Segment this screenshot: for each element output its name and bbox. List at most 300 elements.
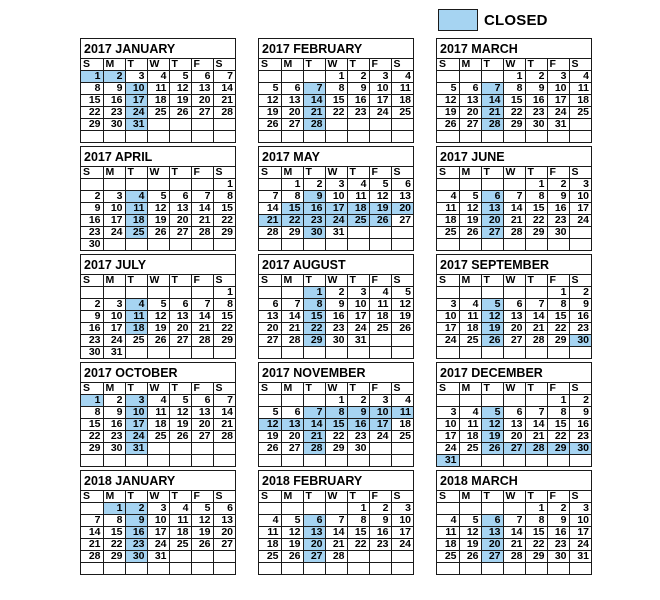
day-cell-closed: 31 [125, 443, 147, 455]
day-cell: 11 [569, 83, 591, 95]
day-cell: 31 [569, 551, 591, 563]
day-cell: 7 [503, 191, 525, 203]
empty-cell [525, 239, 547, 251]
day-cell: 6 [503, 407, 525, 419]
day-cell-closed: 27 [481, 227, 503, 239]
week-row [259, 287, 413, 299]
day-cell-closed: 6 [303, 515, 325, 527]
weekday-header: T [347, 167, 369, 179]
empty-cell [569, 455, 591, 467]
weekday-header: T [347, 59, 369, 71]
weekday-header: W [503, 275, 525, 287]
day-cell: 14 [259, 203, 281, 215]
weekday-header: M [459, 383, 481, 395]
day-cell: 26 [169, 107, 191, 119]
week-row [81, 335, 235, 347]
day-cell: 19 [459, 539, 481, 551]
month-title: 2017 SEPTEMBER [437, 255, 591, 275]
day-cell: 3 [325, 179, 347, 191]
weekday-header: T [125, 59, 147, 71]
week-row [437, 119, 591, 131]
day-cell: 2 [103, 395, 125, 407]
day-cell: 7 [191, 299, 213, 311]
weekday-header: W [147, 167, 169, 179]
day-cell: 25 [369, 323, 391, 335]
day-cell: 28 [325, 551, 347, 563]
day-cell: 25 [391, 431, 413, 443]
week-row [259, 239, 413, 251]
empty-cell [103, 179, 125, 191]
day-cell: 18 [437, 215, 459, 227]
day-cell: 17 [569, 203, 591, 215]
day-cell: 8 [525, 191, 547, 203]
day-cell: 2 [347, 395, 369, 407]
day-cell-closed: 9 [347, 407, 369, 419]
day-cell: 7 [525, 299, 547, 311]
day-cell-closed: 29 [303, 335, 325, 347]
day-cell: 11 [259, 527, 281, 539]
empty-cell [569, 227, 591, 239]
day-cell: 18 [459, 323, 481, 335]
day-cell: 1 [325, 71, 347, 83]
day-cell-closed: 5 [481, 299, 503, 311]
weekday-header: F [369, 275, 391, 287]
weekday-header: S [81, 275, 103, 287]
week-row [259, 95, 413, 107]
day-cell: 28 [191, 335, 213, 347]
week-row [259, 131, 413, 143]
empty-cell [459, 287, 481, 299]
empty-cell [503, 563, 525, 575]
month-calendar [80, 362, 236, 467]
empty-cell [369, 551, 391, 563]
day-cell-closed: 14 [303, 95, 325, 107]
day-cell: 8 [547, 299, 569, 311]
day-cell: 13 [169, 311, 191, 323]
day-cell: 1 [213, 179, 235, 191]
week-row [81, 179, 235, 191]
weekday-header: F [547, 59, 569, 71]
empty-cell [147, 287, 169, 299]
empty-cell [369, 347, 391, 359]
day-cell: 28 [525, 335, 547, 347]
month-grid [437, 167, 591, 250]
day-cell: 21 [191, 215, 213, 227]
day-cell: 14 [281, 311, 303, 323]
empty-cell [503, 347, 525, 359]
weekday-header: S [391, 59, 413, 71]
day-cell: 27 [391, 215, 413, 227]
day-cell: 24 [147, 539, 169, 551]
weekday-header: F [369, 167, 391, 179]
week-row [259, 299, 413, 311]
week-row [81, 539, 235, 551]
day-cell: 12 [169, 83, 191, 95]
weekday-header: S [437, 167, 459, 179]
empty-cell [125, 179, 147, 191]
weekday-header: S [437, 491, 459, 503]
weekday-header: F [191, 275, 213, 287]
empty-cell [437, 503, 459, 515]
day-cell: 6 [213, 503, 235, 515]
empty-cell [281, 71, 303, 83]
day-cell: 21 [325, 539, 347, 551]
day-cell: 6 [281, 83, 303, 95]
empty-cell [525, 287, 547, 299]
day-cell: 3 [347, 287, 369, 299]
day-cell: 18 [169, 527, 191, 539]
day-cell: 28 [213, 107, 235, 119]
day-cell-closed: 24 [125, 431, 147, 443]
day-cell: 4 [437, 191, 459, 203]
empty-cell [325, 563, 347, 575]
day-cell: 5 [169, 71, 191, 83]
day-cell: 28 [213, 431, 235, 443]
month-title: 2017 DECEMBER [437, 363, 591, 383]
empty-cell [525, 131, 547, 143]
day-cell: 8 [547, 407, 569, 419]
day-cell: 30 [547, 551, 569, 563]
day-cell: 18 [459, 431, 481, 443]
weekday-header: S [213, 59, 235, 71]
weekday-header: T [347, 383, 369, 395]
empty-cell [169, 563, 191, 575]
empty-cell [347, 551, 369, 563]
empty-cell [213, 347, 235, 359]
day-cell: 1 [281, 179, 303, 191]
empty-cell [437, 71, 459, 83]
day-cell-closed: 7 [481, 83, 503, 95]
empty-cell [391, 119, 413, 131]
day-cell-closed: 13 [281, 419, 303, 431]
weekday-header: S [259, 167, 281, 179]
day-cell: 6 [391, 179, 413, 191]
day-cell: 15 [213, 203, 235, 215]
month-calendar [258, 470, 414, 575]
weekday-header: W [325, 491, 347, 503]
day-cell: 5 [281, 515, 303, 527]
day-cell-closed: 17 [125, 95, 147, 107]
day-cell: 7 [281, 299, 303, 311]
month-calendar [80, 38, 236, 143]
empty-cell [103, 287, 125, 299]
day-cell-closed: 11 [391, 407, 413, 419]
day-cell-closed: 18 [125, 323, 147, 335]
day-cell: 30 [81, 347, 103, 359]
day-cell: 18 [259, 539, 281, 551]
empty-cell [259, 179, 281, 191]
weekday-header: T [169, 383, 191, 395]
month-calendar [258, 254, 414, 359]
day-cell: 26 [437, 119, 459, 131]
empty-cell [213, 131, 235, 143]
day-cell: 18 [147, 419, 169, 431]
day-cell-closed: 20 [303, 539, 325, 551]
day-cell: 1 [347, 503, 369, 515]
day-cell: 31 [325, 227, 347, 239]
day-cell: 24 [391, 539, 413, 551]
day-cell: 13 [391, 191, 413, 203]
weekday-header: S [437, 59, 459, 71]
day-cell: 9 [547, 191, 569, 203]
day-cell-closed: 21 [303, 431, 325, 443]
day-cell: 3 [437, 299, 459, 311]
day-cell: 7 [213, 395, 235, 407]
week-row [81, 311, 235, 323]
empty-cell [459, 455, 481, 467]
day-cell: 12 [281, 527, 303, 539]
empty-cell [347, 563, 369, 575]
weekday-header: M [281, 383, 303, 395]
weekday-header: S [569, 275, 591, 287]
day-cell: 25 [169, 539, 191, 551]
day-cell: 10 [369, 83, 391, 95]
day-cell-closed: 29 [547, 443, 569, 455]
week-row [259, 527, 413, 539]
day-cell: 21 [503, 215, 525, 227]
day-cell: 5 [259, 407, 281, 419]
day-cell: 3 [391, 503, 413, 515]
day-cell-closed: 16 [303, 203, 325, 215]
week-row [81, 443, 235, 455]
empty-cell [81, 563, 103, 575]
empty-cell [103, 131, 125, 143]
empty-cell [391, 131, 413, 143]
day-cell: 30 [325, 335, 347, 347]
empty-cell [259, 395, 281, 407]
weekday-header: T [525, 491, 547, 503]
day-cell: 10 [437, 419, 459, 431]
day-cell: 8 [347, 515, 369, 527]
day-cell: 29 [213, 227, 235, 239]
month-calendar [436, 470, 592, 575]
empty-cell [259, 455, 281, 467]
empty-cell [459, 503, 481, 515]
day-cell-closed: 19 [481, 431, 503, 443]
empty-cell [437, 347, 459, 359]
month-calendar [80, 146, 236, 251]
day-cell: 3 [369, 395, 391, 407]
week-row [437, 287, 591, 299]
weekday-header: F [191, 59, 213, 71]
month-title: 2017 FEBRUARY [259, 39, 413, 59]
day-cell: 22 [213, 323, 235, 335]
month-title: 2017 MAY [259, 147, 413, 167]
month-title: 2017 APRIL [81, 147, 235, 167]
empty-cell [103, 239, 125, 251]
day-cell: 7 [191, 191, 213, 203]
day-cell: 1 [325, 395, 347, 407]
day-cell: 16 [547, 527, 569, 539]
empty-cell [459, 131, 481, 143]
weekday-header: T [347, 491, 369, 503]
empty-cell [169, 347, 191, 359]
weekday-header: M [459, 275, 481, 287]
day-cell: 21 [525, 323, 547, 335]
empty-cell [103, 455, 125, 467]
empty-cell [391, 347, 413, 359]
day-cell: 21 [281, 323, 303, 335]
empty-cell [347, 227, 369, 239]
empty-cell [169, 551, 191, 563]
day-cell: 14 [213, 83, 235, 95]
weekday-header: S [569, 383, 591, 395]
day-cell: 6 [259, 299, 281, 311]
week-row [437, 455, 591, 467]
day-cell: 21 [503, 539, 525, 551]
empty-cell [481, 563, 503, 575]
empty-cell [547, 347, 569, 359]
day-cell: 18 [391, 95, 413, 107]
weekday-header: F [547, 491, 569, 503]
day-cell-closed: 31 [125, 119, 147, 131]
day-cell: 8 [325, 83, 347, 95]
day-cell-closed: 30 [569, 335, 591, 347]
empty-cell [259, 131, 281, 143]
day-cell: 1 [547, 287, 569, 299]
empty-cell [125, 347, 147, 359]
empty-cell [191, 347, 213, 359]
day-cell: 23 [347, 431, 369, 443]
month-grid [259, 383, 413, 466]
month-calendar [436, 146, 592, 251]
week-row [437, 179, 591, 191]
day-cell: 19 [169, 95, 191, 107]
weekday-header: S [437, 275, 459, 287]
week-row [437, 551, 591, 563]
empty-cell [281, 455, 303, 467]
day-cell: 10 [569, 515, 591, 527]
empty-cell [169, 443, 191, 455]
weekday-header: W [503, 491, 525, 503]
weekday-header: S [391, 167, 413, 179]
day-cell: 29 [281, 227, 303, 239]
day-cell: 25 [459, 335, 481, 347]
week-row [437, 515, 591, 527]
day-cell: 15 [525, 203, 547, 215]
weekday-header: F [547, 383, 569, 395]
week-row [259, 431, 413, 443]
empty-cell [369, 443, 391, 455]
weekday-header: T [481, 275, 503, 287]
empty-cell [503, 503, 525, 515]
weekday-header: T [481, 383, 503, 395]
day-cell: 2 [547, 503, 569, 515]
day-cell: 9 [525, 83, 547, 95]
day-cell: 10 [147, 515, 169, 527]
week-row [81, 95, 235, 107]
day-cell: 10 [569, 191, 591, 203]
day-cell: 31 [103, 347, 125, 359]
month-calendar [258, 38, 414, 143]
day-cell: 13 [503, 419, 525, 431]
empty-cell [369, 563, 391, 575]
empty-cell [81, 503, 103, 515]
empty-cell [191, 443, 213, 455]
day-cell: 16 [525, 95, 547, 107]
week-row [437, 95, 591, 107]
weekday-header: W [503, 59, 525, 71]
empty-cell [325, 503, 347, 515]
week-row [437, 335, 591, 347]
empty-cell [437, 287, 459, 299]
empty-cell [569, 347, 591, 359]
day-cell: 9 [369, 515, 391, 527]
weekday-header: T [303, 59, 325, 71]
day-cell: 20 [503, 323, 525, 335]
day-cell: 3 [369, 71, 391, 83]
day-cell: 25 [437, 551, 459, 563]
day-cell: 19 [259, 107, 281, 119]
weekday-header: F [547, 275, 569, 287]
empty-cell [547, 131, 569, 143]
weekday-header: S [259, 383, 281, 395]
day-cell-closed: 30 [569, 443, 591, 455]
day-cell: 25 [569, 107, 591, 119]
day-cell-closed: 30 [303, 227, 325, 239]
day-cell-closed: 26 [481, 335, 503, 347]
day-cell: 14 [81, 527, 103, 539]
day-cell: 3 [437, 407, 459, 419]
day-cell-closed: 4 [125, 191, 147, 203]
day-cell: 17 [547, 95, 569, 107]
closed-color-swatch [438, 9, 478, 31]
weekday-header: S [81, 383, 103, 395]
weekday-header: S [213, 167, 235, 179]
empty-cell [481, 347, 503, 359]
empty-cell [191, 455, 213, 467]
day-cell: 25 [437, 227, 459, 239]
day-cell-closed: 20 [481, 539, 503, 551]
day-cell: 23 [547, 215, 569, 227]
empty-cell [281, 287, 303, 299]
week-row [81, 287, 235, 299]
day-cell: 2 [369, 503, 391, 515]
day-cell-closed: 25 [347, 215, 369, 227]
day-cell: 5 [169, 395, 191, 407]
day-cell-closed: 13 [303, 527, 325, 539]
empty-cell [525, 347, 547, 359]
day-cell: 30 [525, 119, 547, 131]
weekday-header: T [125, 383, 147, 395]
empty-cell [191, 239, 213, 251]
day-cell: 24 [437, 443, 459, 455]
day-cell: 1 [547, 395, 569, 407]
day-cell: 22 [213, 215, 235, 227]
empty-cell [391, 551, 413, 563]
day-cell-closed: 31 [437, 455, 459, 467]
day-cell: 20 [259, 323, 281, 335]
day-cell: 13 [503, 311, 525, 323]
empty-cell [459, 563, 481, 575]
empty-cell [169, 131, 191, 143]
weekday-header: S [213, 383, 235, 395]
day-cell: 11 [147, 83, 169, 95]
day-cell: 29 [103, 551, 125, 563]
day-cell: 2 [547, 179, 569, 191]
weekday-header: M [459, 167, 481, 179]
day-cell: 9 [325, 299, 347, 311]
day-cell: 25 [459, 443, 481, 455]
day-cell: 30 [103, 443, 125, 455]
day-cell-closed: 1 [103, 503, 125, 515]
day-cell: 8 [503, 83, 525, 95]
day-cell: 21 [525, 431, 547, 443]
weekday-header: T [481, 491, 503, 503]
week-row [81, 527, 235, 539]
day-cell: 4 [391, 395, 413, 407]
day-cell: 29 [325, 443, 347, 455]
